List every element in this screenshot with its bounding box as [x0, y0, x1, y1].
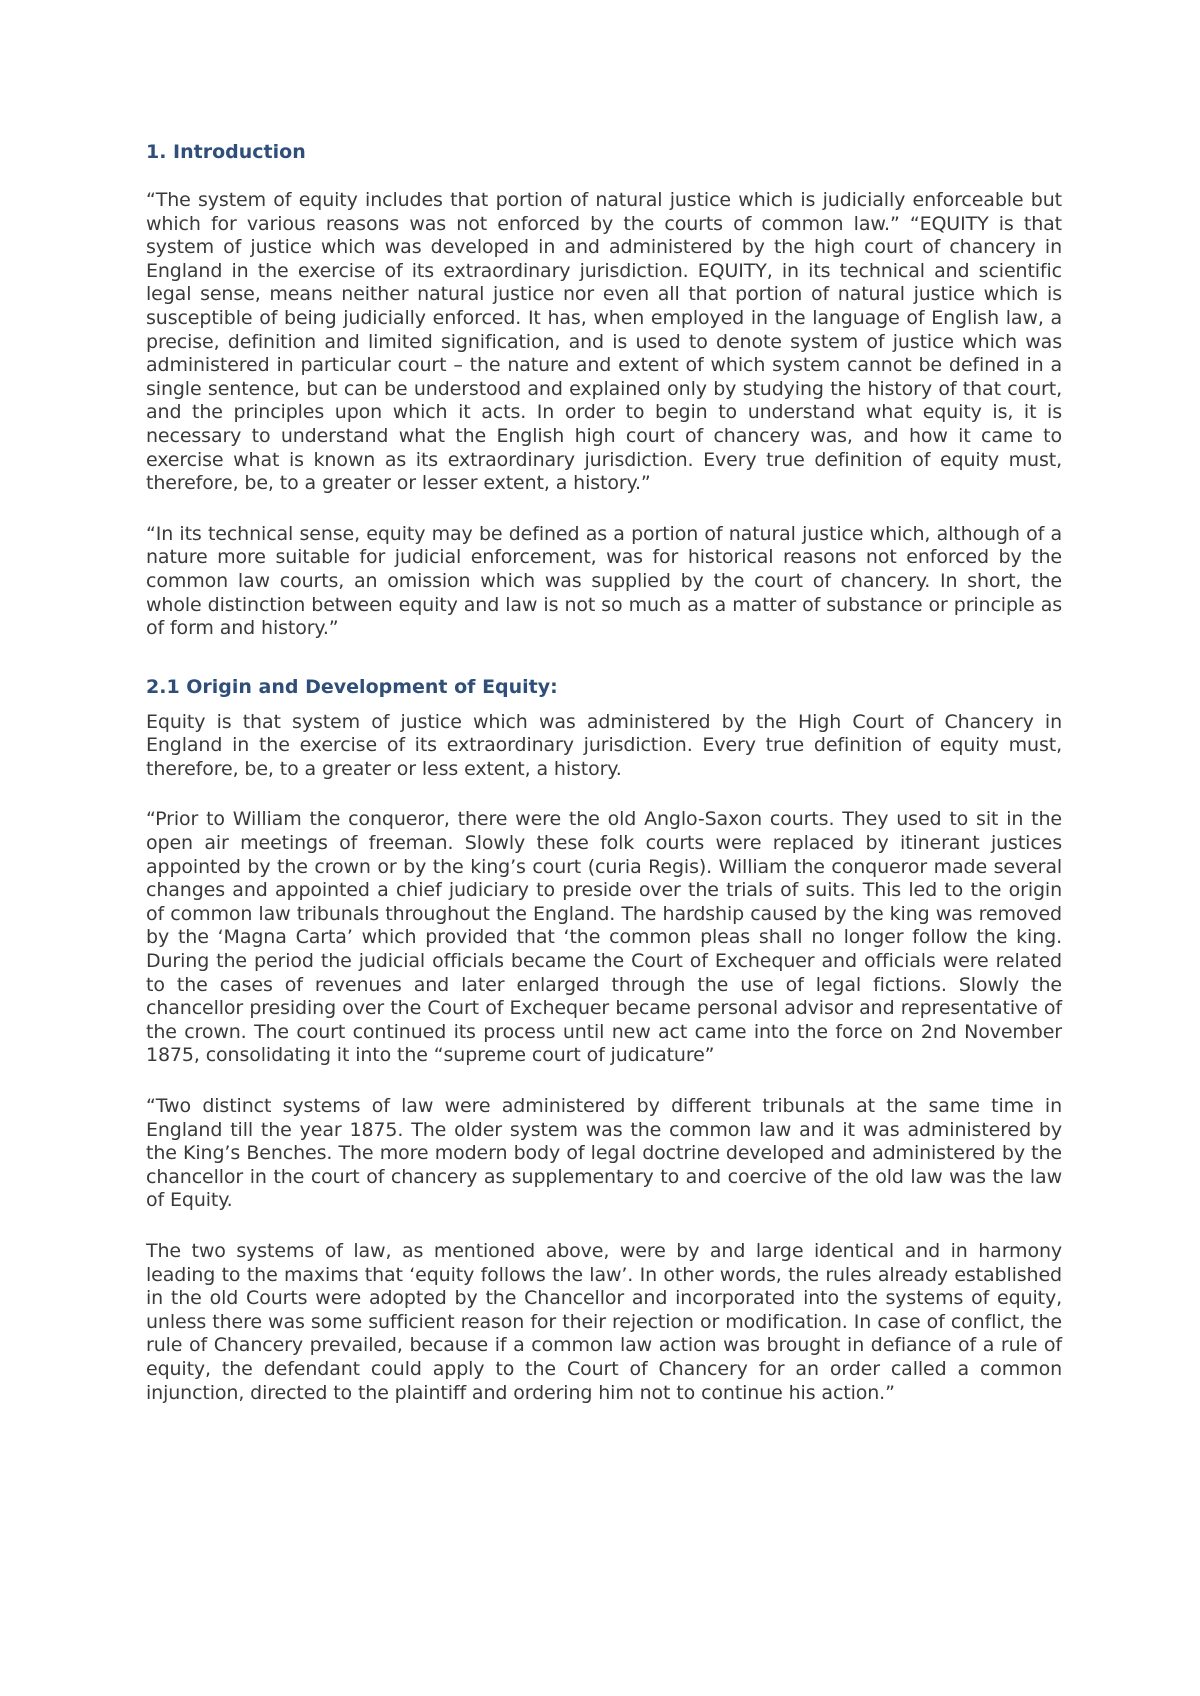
paragraph-origin-3: “Two distinct systems of law were administered by different tribunals at the same time in England till the year 1875. The older system was the common law and it was administered by the King’s Benches. The more modern body of legal doctrine developed and administered by the chancellor in the court of chancery as supplementary to and coercive of the old law was the law of Equity.: [146, 1095, 1062, 1212]
paragraph-intro-2: “In its technical sense, equity may be defined as a portion of natural justice which, although of a nature more suitable for judicial enforcement, was for historical reasons not enforced by the common law courts, an omission which was supplied by the court of chancery. In short, the whole distinction between equity and law is not so much as a matter of substance or principle as of form and history.”: [146, 522, 1062, 640]
section-heading-origin: 2.1 Origin and Development of Equity:: [146, 675, 558, 698]
paragraph-origin-1: Equity is that system of justice which was administered by the High Court of Chancery in England in the exercise of its extraordinary jurisdiction. Every true definition of equity must, therefore, be, to a greater or less extent, a history.: [146, 710, 1062, 780]
paragraph-intro-1: “The system of equity includes that portion of natural justice which is judicially enforceable but which for various reasons was not enforced by the courts of common law.” “EQUITY is that system of justice which was developed in and administered by the high court of chancery in England in the exercise of its extraordinary jurisdiction. EQUITY, in its technical and scientific legal sense, means neither natural justice nor even all that portion of natural justice which is susceptible of being judicially enforced. It has, when employed in the language of English law, a precise, definition and limited signification, and is used to denote system of justice which was administered in particular court – the nature and extent of which system cannot be defined in a single sentence, but can be understood and explained only by studying the history of that court, and the principles upon which it acts. In order to begin to understand what equity is, it is necessary to understand what the English high court of chancery was, and how it came to exercise what is known as its extraordinary jurisdiction. Every true definition of equity must, therefore, be, to a greater or lesser extent, a history.”: [146, 189, 1062, 495]
document-page: [146, 140, 1062, 1405]
section-heading-introduction: 1. Introduction: [146, 141, 306, 163]
paragraph-origin-2: “Prior to William the conqueror, there were the old Anglo-Saxon courts. They used to sit in the open air meetings of freeman. Slowly these folk courts were replaced by itinerant justices appointed by the crown or by the king’s court (curia Regis). William the conqueror made several changes and appointed a chief judiciary to preside over the trials of suits. This led to the origin of common law tribunals throughout the England. The hardship caused by the king was removed by the ‘Magna Carta’ which provided that ‘the common pleas shall no longer follow the king. During the period the judicial officials became the Court of Exchequer and officials were related to the cases of revenues and later enlarged through the use of legal fictions. Slowly the chancellor presiding over the Court of Exchequer became personal advisor and representative of the crown. The court continued its process until new act came into the force on 2nd November 1875, consolidating it into the “supreme court of judicature”: [146, 808, 1062, 1067]
paragraph-origin-4: The two systems of law, as mentioned above, were by and large identical and in harmony leading to the maxims that ‘equity follows the law’. In other words, the rules already established in the old Courts were adopted by the Chancellor and incorporated into the systems of equity, unless there was some sufficient reason for their rejection or modification. In case of conflict, the rule of Chancery prevailed, because if a common law action was brought in defiance of a rule of equity, the defendant could apply to the Court of Chancery for an order called a common injunction, directed to the plaintiff and ordering him not to continue his action.”: [146, 1239, 1062, 1404]
